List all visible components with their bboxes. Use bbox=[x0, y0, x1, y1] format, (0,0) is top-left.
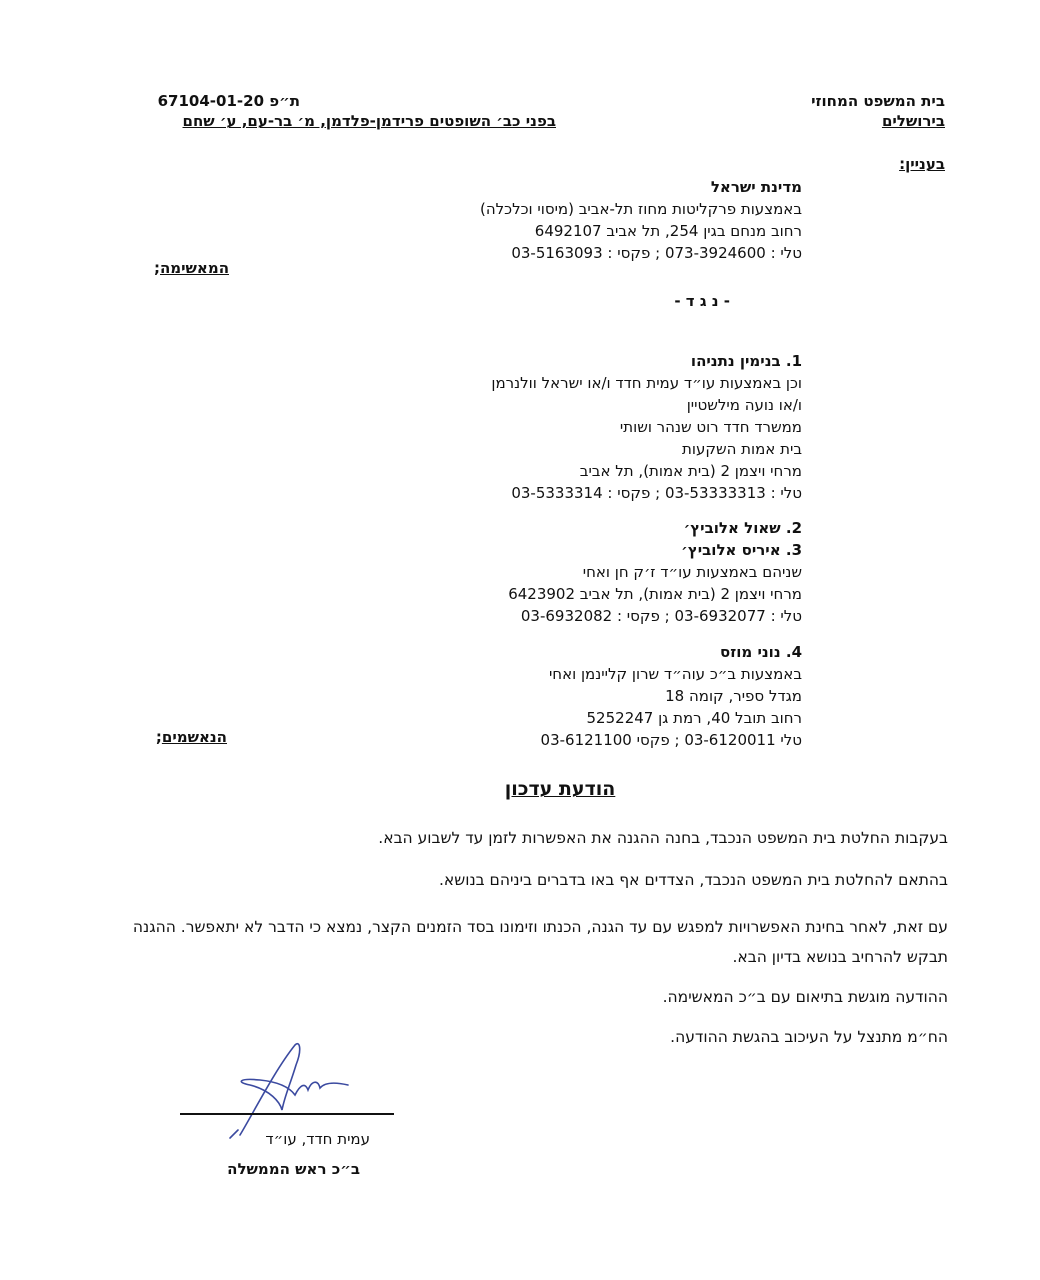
defendant-1-name: 1. בנימין נתניהו bbox=[690, 352, 802, 370]
defendant-4-line: באמצעות ב״כ עוה״ד שרון קליינמן ואחי bbox=[548, 665, 802, 683]
signer-role: ב״כ ראש הממשלה bbox=[227, 1160, 360, 1178]
defendant-2-name: 2. שאול אלוביץ׳ bbox=[683, 519, 802, 537]
court-name: בית המשפט המחוזי bbox=[811, 92, 945, 110]
defendants-role-label: הנאשמים bbox=[161, 728, 227, 746]
defendant-2-3-line: טלי : 03-6932077 ; פקסי : 03-6932082 bbox=[520, 607, 802, 625]
defendants-role-suffix: ; bbox=[155, 728, 162, 746]
defendant-4-name: 4. נוני מוזס bbox=[720, 643, 802, 661]
defendant-1-block bbox=[491, 350, 802, 504]
defendant-2-3-line: שניהם באמצעות עו״ד ז׳ק חן ואחי bbox=[582, 563, 802, 581]
defendant-2-3-block bbox=[508, 517, 802, 627]
notice-title: הודעת עדכון bbox=[504, 778, 616, 800]
signer-name: עמית חדד, עו״ד bbox=[265, 1130, 370, 1148]
defendant-1-line: ו/או נועה מילשטיין bbox=[686, 396, 802, 414]
prosecution-line: טלי : 073-3924600 ; פקסי : 03-5163093 bbox=[511, 244, 802, 262]
notice-paragraph: בהתאם להחלטת בית המשפט הנכבד, הצדדים אף באו בדברים ביניהם בנושא. bbox=[438, 871, 948, 889]
defendants-role bbox=[156, 726, 227, 748]
defendant-1-line: טלי : 03-53333313 ; פקסי : 03-5333314 bbox=[511, 484, 802, 502]
defendant-4-line: מגדל ספיר, קומה 18 bbox=[665, 687, 802, 705]
defendant-4-line: רחוב תובל 40, רמת גן 5252247 bbox=[586, 709, 802, 727]
defendant-2-3-line: מרחי ויצמן 2 (בית אמות), תל אביב 6423902 bbox=[508, 585, 802, 603]
case-number: ת״פ 67104-01-20 bbox=[157, 92, 300, 110]
notice-paragraph: עם זאת, לאחר בחינת האפשרויות למפגש עם עד הגנה, הכנתו וזימונו בסד הזמנים הקצר, נמצא כי הדבר לא יתאפשר. ההגנה תבקש להרחיב בנושא בדיון הבא. bbox=[132, 918, 948, 966]
defendant-1-line: מרחי ויצמן 2 (בית אמות), תל אביב bbox=[579, 462, 802, 480]
signature-line bbox=[180, 1113, 394, 1115]
prosecution-role bbox=[154, 257, 229, 279]
notice-paragraph: הח״מ מתנצל על העיכוב בהגשת ההודעה. bbox=[670, 1028, 948, 1046]
court-location: בירושלים bbox=[881, 112, 945, 130]
prosecution-role-suffix: ; bbox=[153, 259, 160, 277]
notice-paragraph: ההודעה מוגשת בתיאום עם ב״כ המאשימה. bbox=[662, 988, 948, 1006]
matter-label: בעניין: bbox=[899, 155, 945, 173]
prosecution-block bbox=[480, 176, 802, 264]
judges-line: בפני כב׳ השופטים פרידמן-פלדמן, מ׳ בר-עם, ע׳ שחם bbox=[182, 112, 556, 130]
defendant-1-line: וכן באמצעות עו״ד עמית חדד ו/או ישראל וולנרמן bbox=[491, 374, 802, 392]
defendant-4-line: טלי 03-6120011 ; פקסי 03-6121100 bbox=[540, 731, 802, 749]
prosecution-role-label: המאשימה bbox=[159, 259, 229, 277]
defendant-3-name: 3. איריס אלוביץ׳ bbox=[681, 541, 802, 559]
prosecution-line: רחוב מנחם בגין 254, תל אביב 6492107 bbox=[534, 222, 802, 240]
prosecution-name: מדינת ישראל bbox=[710, 178, 802, 196]
versus-divider: - נ ג ד - bbox=[674, 292, 730, 310]
notice-paragraph: בעקבות החלטת בית המשפט הנכבד, בחנה ההגנה את האפשרות לזמן עד לשבוע הבא. bbox=[378, 829, 948, 847]
defendant-1-line: בית אמות השקעות bbox=[682, 440, 802, 458]
defendant-1-line: ממשרד חדד רוט שנהר ושותי bbox=[619, 418, 802, 436]
defendant-4-block bbox=[541, 641, 802, 751]
prosecution-line: באמצעות פרקליטות מחוז תל-אביב (מיסוי וכלכלה) bbox=[479, 200, 802, 218]
